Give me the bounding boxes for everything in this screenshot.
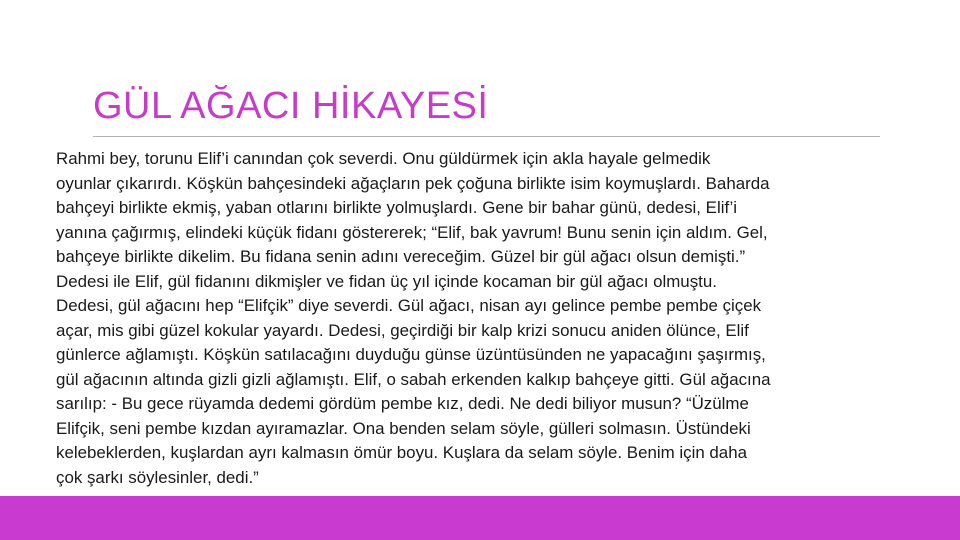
story-line: yanına çağırmış, elindeki küçük fidanı göstererek; “Elif, bak yavrum! Bunu senin için aldım. Gel, [56,222,768,242]
title-divider [93,136,880,137]
story-line: Elifçik, seni pembe kızdan ayıramazlar. Ona benden selam söyle, gülleri solmasın. Üstündeki [56,418,751,438]
story-line: Dedesi ile Elif, gül fidanını dikmişler ve fidan üç yıl içinde kocaman bir gül ağacı olmuştu. [56,271,717,291]
story-line: gül ağacının altında gizli gizli ağlamıştı. Elif, o sabah erkenden kalkıp bahçeye gitti. Gül ağacına [56,369,771,389]
story-line: kelebeklerden, kuşlardan ayrı kalmasın ömür boyu. Kuşlara da selam söyle. Benim için daha [56,443,747,462]
slide-title: GÜL AĞACI HİKAYESİ [93,85,489,127]
story-text [56,147,940,490]
story-line: bahçeye birlikte dikelim. Bu fidana senin adını vereceğim. Güzel bir gül ağacı olsun demişti.” [56,247,746,266]
story-line: Rahmi bey, torunu Elif’i canından çok severdi. Onu güldürmek için akla hayale gelmedik [56,149,711,168]
story-line: sarılıp: - Bu gece rüyamda dedemi gördüm pembe kız, dedi. Ne dedi biliyor musun? “Üzülme [56,394,749,413]
story-line: Dedesi, gül ağacını hep “Elifçik” diye severdi. Gül ağacı, nisan ayı gelince pembe pembe çiçek [56,296,762,315]
story-line: günlerce ağlamıştı. Köşkün satılacağını duyduğu günse üzüntüsünden ne yapacağını şaşırmış, [56,345,766,364]
story-line: çok şarkı söylesinler, dedi.” [56,467,259,487]
story-line: açar, mis gibi güzel kokular yayardı. Dedesi, geçirdiği bir kalp krizi sonucu aniden ölünce, Elif [56,320,749,340]
story-line: oyunlar çıkarırdı. Köşkün bahçesindeki ağaçların pek çoğuna birlikte isim koymuşlardı. Baharda [56,173,770,193]
bottom-accent-bar [0,496,960,540]
story-line: bahçeyi birlikte ekmiş, yaban otlarını birlikte yolmuşlardı. Gene bir bahar günü, dedesi, Elif’i [56,198,737,217]
